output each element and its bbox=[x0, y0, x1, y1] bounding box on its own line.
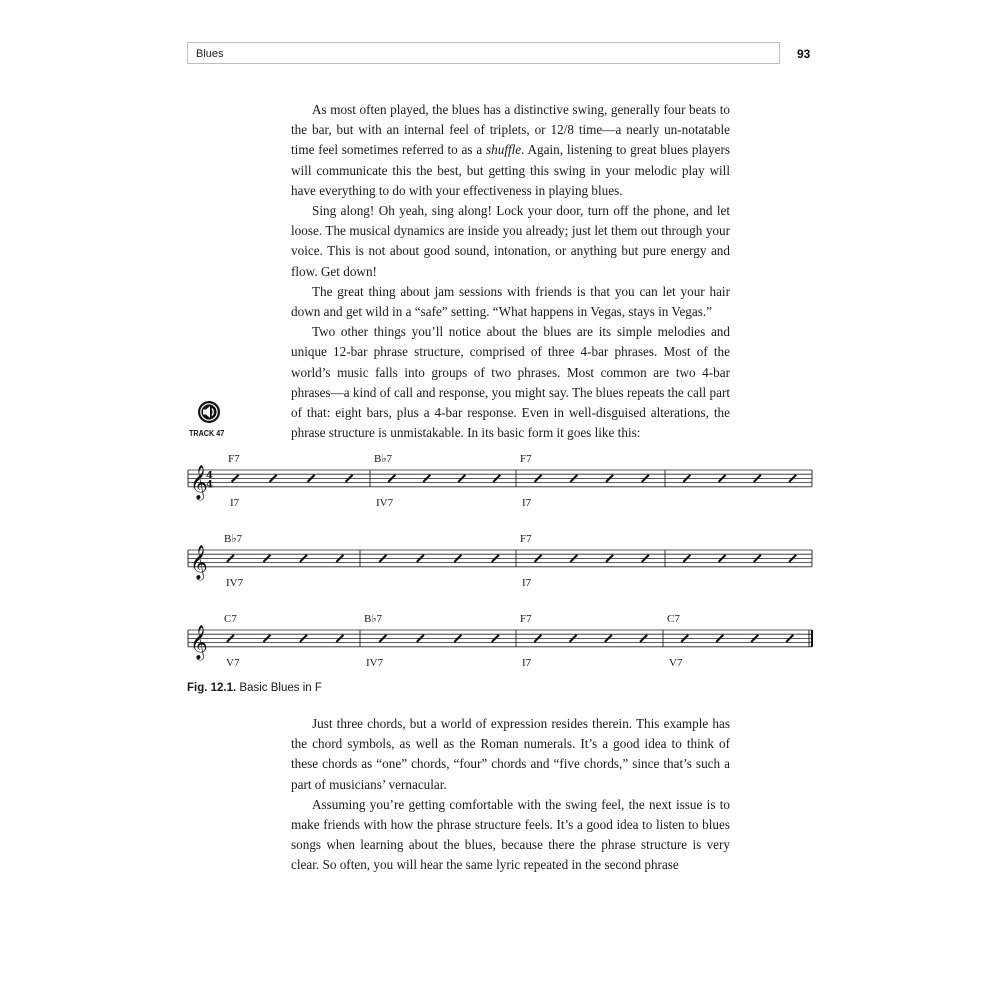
time-signature-bottom: 4 bbox=[206, 479, 213, 491]
chord-symbol: F7 bbox=[228, 453, 240, 465]
roman-numeral: I7 bbox=[230, 496, 240, 509]
roman-numeral: IV7 bbox=[376, 496, 394, 509]
chord-symbol: F7 bbox=[520, 533, 532, 545]
body-text-bottom bbox=[291, 714, 730, 876]
chord-symbol: B♭7 bbox=[374, 453, 393, 465]
track-label: TRACK 47 bbox=[189, 429, 225, 438]
paragraph: Sing along! Oh yeah, sing along! Lock your door, turn off the phone, and let loose. The musical dynamics are inside you already; just let them out through your voice. This is not about good sound, intonation, or anything but pure energy and flow. Get down! bbox=[291, 203, 730, 279]
figure-number: Fig. 12.1. bbox=[187, 682, 237, 694]
roman-numeral: V7 bbox=[669, 656, 683, 669]
paragraph: Just three chords, but a world of expression resides therein. This example has the chord symbols, as well as the Roman numerals. It’s a good idea to think of these chords as “one” chords, “four” chords and “five chords,” since that’s such a part of musicians’ vernacular. bbox=[291, 716, 730, 792]
roman-numeral: IV7 bbox=[366, 656, 384, 669]
chord-symbol: B♭7 bbox=[224, 533, 243, 545]
paragraph: The great thing about jam sessions with friends is that you can let your hair down and get wild in a “safe” setting. “What happens in Vegas, stays in Vegas.” bbox=[291, 283, 730, 320]
treble-clef-icon: 𝄞 bbox=[190, 464, 208, 500]
roman-numeral: I7 bbox=[522, 496, 532, 509]
time-signature-top: 4 bbox=[206, 470, 213, 482]
roman-numeral: I7 bbox=[522, 656, 532, 669]
roman-numeral: IV7 bbox=[226, 576, 244, 589]
chord-symbol: F7 bbox=[520, 613, 532, 625]
paragraph: Assuming you’re getting comfortable with the swing feel, the next issue is to make friends with how the phrase structure feels. It’s a good idea to listen to blues songs when learning about the blues, because there the phrase structure is very clear. So often, you will hear the same lyric repeated in the second phrase bbox=[291, 796, 730, 873]
treble-clef-icon: 𝄞 bbox=[190, 544, 208, 580]
figure-title: Basic Blues in F bbox=[239, 682, 322, 694]
roman-numeral: V7 bbox=[226, 656, 240, 669]
figure-caption bbox=[187, 682, 322, 694]
roman-numeral: I7 bbox=[522, 576, 532, 589]
chord-symbol: C7 bbox=[224, 613, 237, 625]
chord-symbol: B♭7 bbox=[364, 613, 383, 625]
paragraph: Two other things you’ll notice about the blues are its simple melodies and unique 12-bar phrase structure, comprised of three 4-bar phrases. Most of the world’s music falls into groups of two phrases. Most common are two 4-bar phrases—a kind of call and response, you might say. The blues repeats the call part of that: eight bars, plus a 4-bar response. Even in well-disguised alterations, the phrase structure is unmistakable. In its basic form it goes like this: bbox=[291, 324, 730, 441]
treble-clef-icon: 𝄞 bbox=[190, 624, 208, 660]
paragraph: As most often played, the blues has a distinctive swing, generally four beats to the bar, but with an internal feel of triplets, or 12/8 time—a nearly un-notatable time feel sometimes referred to as a shuffle. Again, listening to great blues players will communicate this the best, but getting this swing in your melodic play will have everything to do with your effectiveness in playing blues. bbox=[291, 102, 730, 198]
chord-symbol: F7 bbox=[520, 453, 532, 465]
chord-symbol: C7 bbox=[667, 613, 680, 625]
page-number: 93 bbox=[797, 47, 811, 61]
section-title: Blues bbox=[196, 48, 224, 60]
